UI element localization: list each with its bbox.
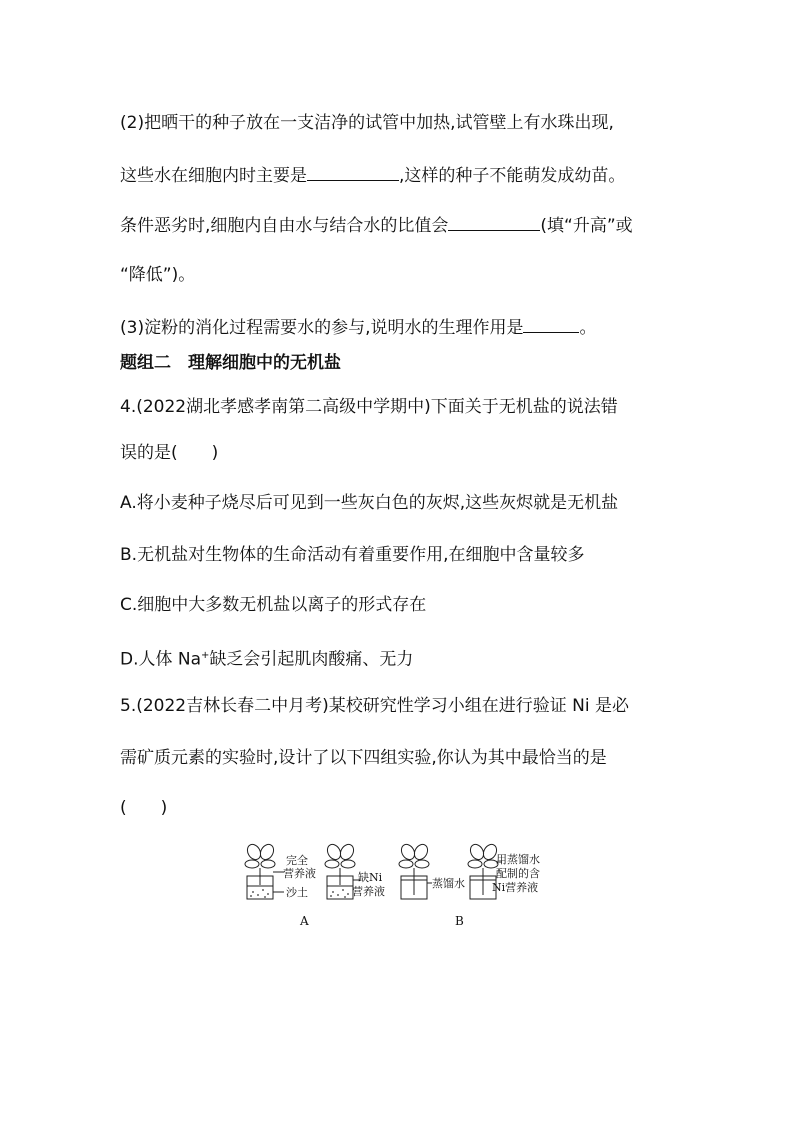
figure-label-a: A: [300, 914, 309, 928]
plant-a1: [245, 842, 276, 899]
figure-label-b: B: [455, 914, 464, 928]
q4-stem-line1: 4.(2022湖北孝感孝南第二高级中学期中)下面关于无机盐的说法错: [120, 397, 618, 417]
q3-part2-line4: “降低”)。: [120, 265, 196, 285]
label-b2-line1: 用蒸馏水: [496, 853, 540, 866]
label-distilled-water: 蒸馏水: [432, 877, 465, 890]
label-complete-solution: 完全: [286, 854, 308, 867]
plant-b1: [399, 842, 430, 899]
q5-stem-line1: 5.(2022吉林长春二中月考)某校研究性学习小组在进行验证 Ni 是必: [120, 696, 629, 716]
q5-stem-line2: 需矿质元素的实验时,设计了以下四组实验,你认为其中最恰当的是: [120, 748, 607, 768]
q3-part2-line2: 这些水在细胞内时主要是 ,这样的种子不能萌发成幼苗。: [120, 166, 626, 186]
q3-part3: (3)淀粉的消化过程需要水的参与,说明水的生理作用是 。: [120, 318, 597, 338]
label-nutrient-solution-a1: 营养液: [283, 867, 316, 880]
q3-part2-line3: 条件恶劣时,细胞内自由水与结合水的比值会 (填“升高”或: [120, 216, 633, 236]
q3-part2-line1: (2)把晒干的种子放在一支洁净的试管中加热,试管壁上有水珠出现,: [120, 113, 614, 133]
q4-option-a[interactable]: A.将小麦种子烧尽后可见到一些灰白色的灰烬,这些灰烬就是无机盐: [120, 493, 619, 513]
group-heading: 题组二 理解细胞中的无机盐: [120, 353, 341, 373]
label-sand-soil: 沙土: [286, 886, 308, 899]
label-b2-line2: 配制的含: [496, 867, 540, 880]
label-b2-line3: Ni营养液: [492, 881, 539, 894]
q4-stem-line2: 误的是( ): [120, 443, 219, 463]
label-ni-deficient: 缺Ni: [358, 871, 383, 884]
q4-option-d[interactable]: D.人体 Na+缺乏会引起肌肉酸痛、无力: [120, 649, 414, 670]
q4-option-b[interactable]: B.无机盐对生物体的生命活动有着重要作用,在细胞中含量较多: [120, 545, 585, 565]
q4-option-c[interactable]: C.细胞中大多数无机盐以离子的形式存在: [120, 595, 427, 615]
label-nutrient-solution-a2: 营养液: [352, 885, 385, 898]
q5-stem-line3: ( ): [120, 798, 168, 818]
